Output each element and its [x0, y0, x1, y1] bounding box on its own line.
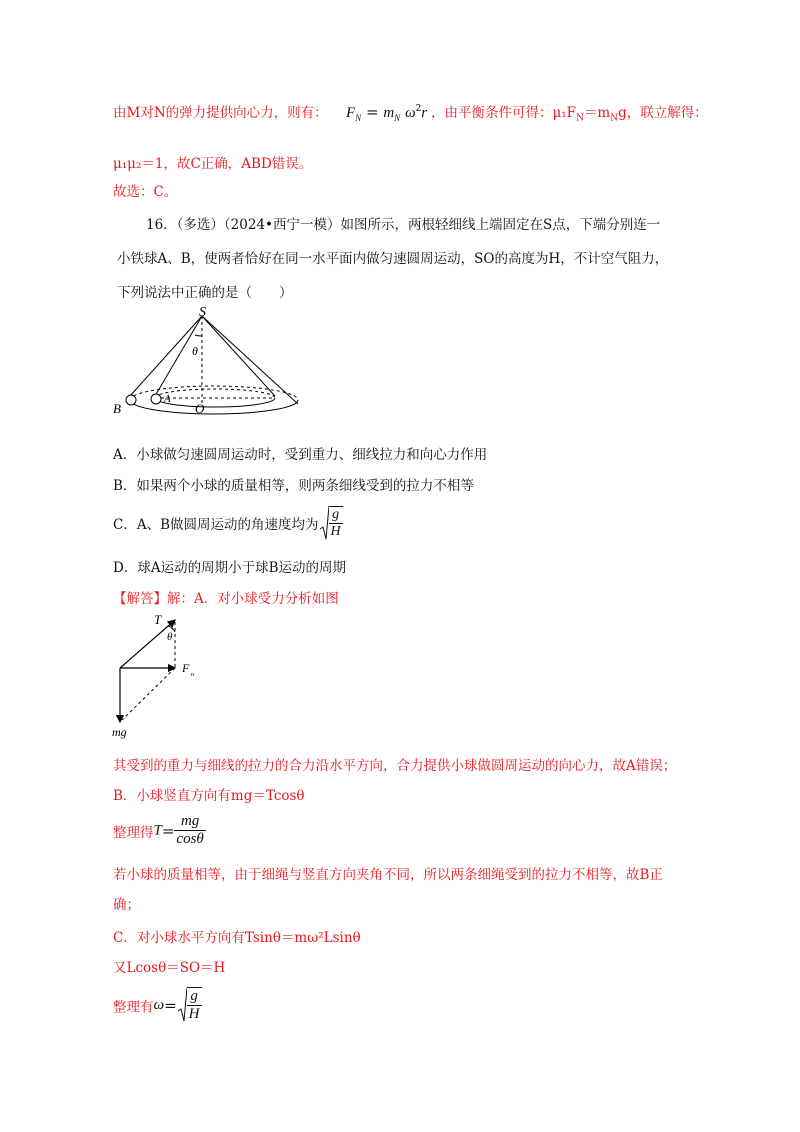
label-fn: F	[182, 661, 190, 675]
tidy2: 整理有ω= $\frac{g}{H}$	[113, 988, 200, 1023]
formula-fn: $F_N = m_N$ $\omega^2r$	[346, 103, 428, 123]
solution-line-c2: 又Lcosθ＝SO＝H	[113, 960, 226, 976]
label-theta: θ	[192, 344, 198, 358]
answer-line: 故选：C。	[113, 184, 178, 200]
question-line2: 小铁球A、B，使两者恰好在同一水平面内做匀速圆周运动，SO的高度为H，不计空气阻力，	[117, 251, 669, 267]
label-mg: mg	[112, 725, 127, 739]
para1-suffix: ，由平衡条件可得：$\mu_1F_N=m_Ng$，联立解得：	[431, 105, 708, 124]
option-d: D．球A运动的周期小于球B运动的周期	[113, 560, 346, 576]
para1-prefix: 由M对N的弹力提供向心力，则有：	[113, 105, 328, 121]
question-line1: 16．（多选）（2024•西宁一模）如图所示，两根轻细线上端固定在S点，下端分别连一	[146, 217, 661, 233]
para1-line1	[113, 101, 328, 121]
solution-header: 【解答】解：A．对小球受力分析如图	[113, 591, 339, 607]
solution-line-b: B．小球竖直方向有mg＝Tcosθ	[113, 788, 305, 804]
cone-figure	[110, 300, 310, 422]
question-line3: 下列说法中正确的是（ ）	[117, 285, 293, 301]
solution-line-b2: 若小球的质量相等，由于细绳与竖直方向夹角不同，所以两条细绳受到的拉力不相等，故B正	[113, 867, 663, 883]
para1-line2: μ₁μ₂＝1，故C正确，ABD错误。	[113, 156, 313, 172]
option-b: B．如果两个小球的质量相等，则两条细线受到的拉力不相等	[113, 478, 474, 494]
option-c: C．A、B做圆周运动的角速度均为 $\frac{g}{H}$	[113, 506, 341, 539]
tidy1: 整理得T= $\frac{mg}{\cos\theta}$	[113, 813, 204, 848]
solution-line-a: 其受到的重力与细线的拉力的合力沿水平方向，合力提供小球做圆周运动的向心力，故A错误；	[113, 758, 677, 774]
force-figure	[110, 610, 220, 740]
label-theta2: θ	[167, 631, 173, 643]
label-t: T	[154, 612, 162, 627]
solution-line-c: C．对小球水平方向有Tsinθ＝mω²Lsinθ	[113, 930, 361, 946]
sqrt-g-over-h: $\frac{g}{H}$	[319, 505, 343, 541]
label-b: B	[113, 401, 121, 416]
solution-line-b3: 确；	[113, 897, 140, 913]
option-a: A．小球做匀速圆周运动时，受到重力、细线拉力和向心力作用	[113, 447, 488, 463]
label-o: O	[195, 401, 205, 416]
label-fn-sub: n	[191, 672, 194, 678]
label-s: S	[199, 305, 206, 320]
label-a: A	[164, 393, 171, 405]
